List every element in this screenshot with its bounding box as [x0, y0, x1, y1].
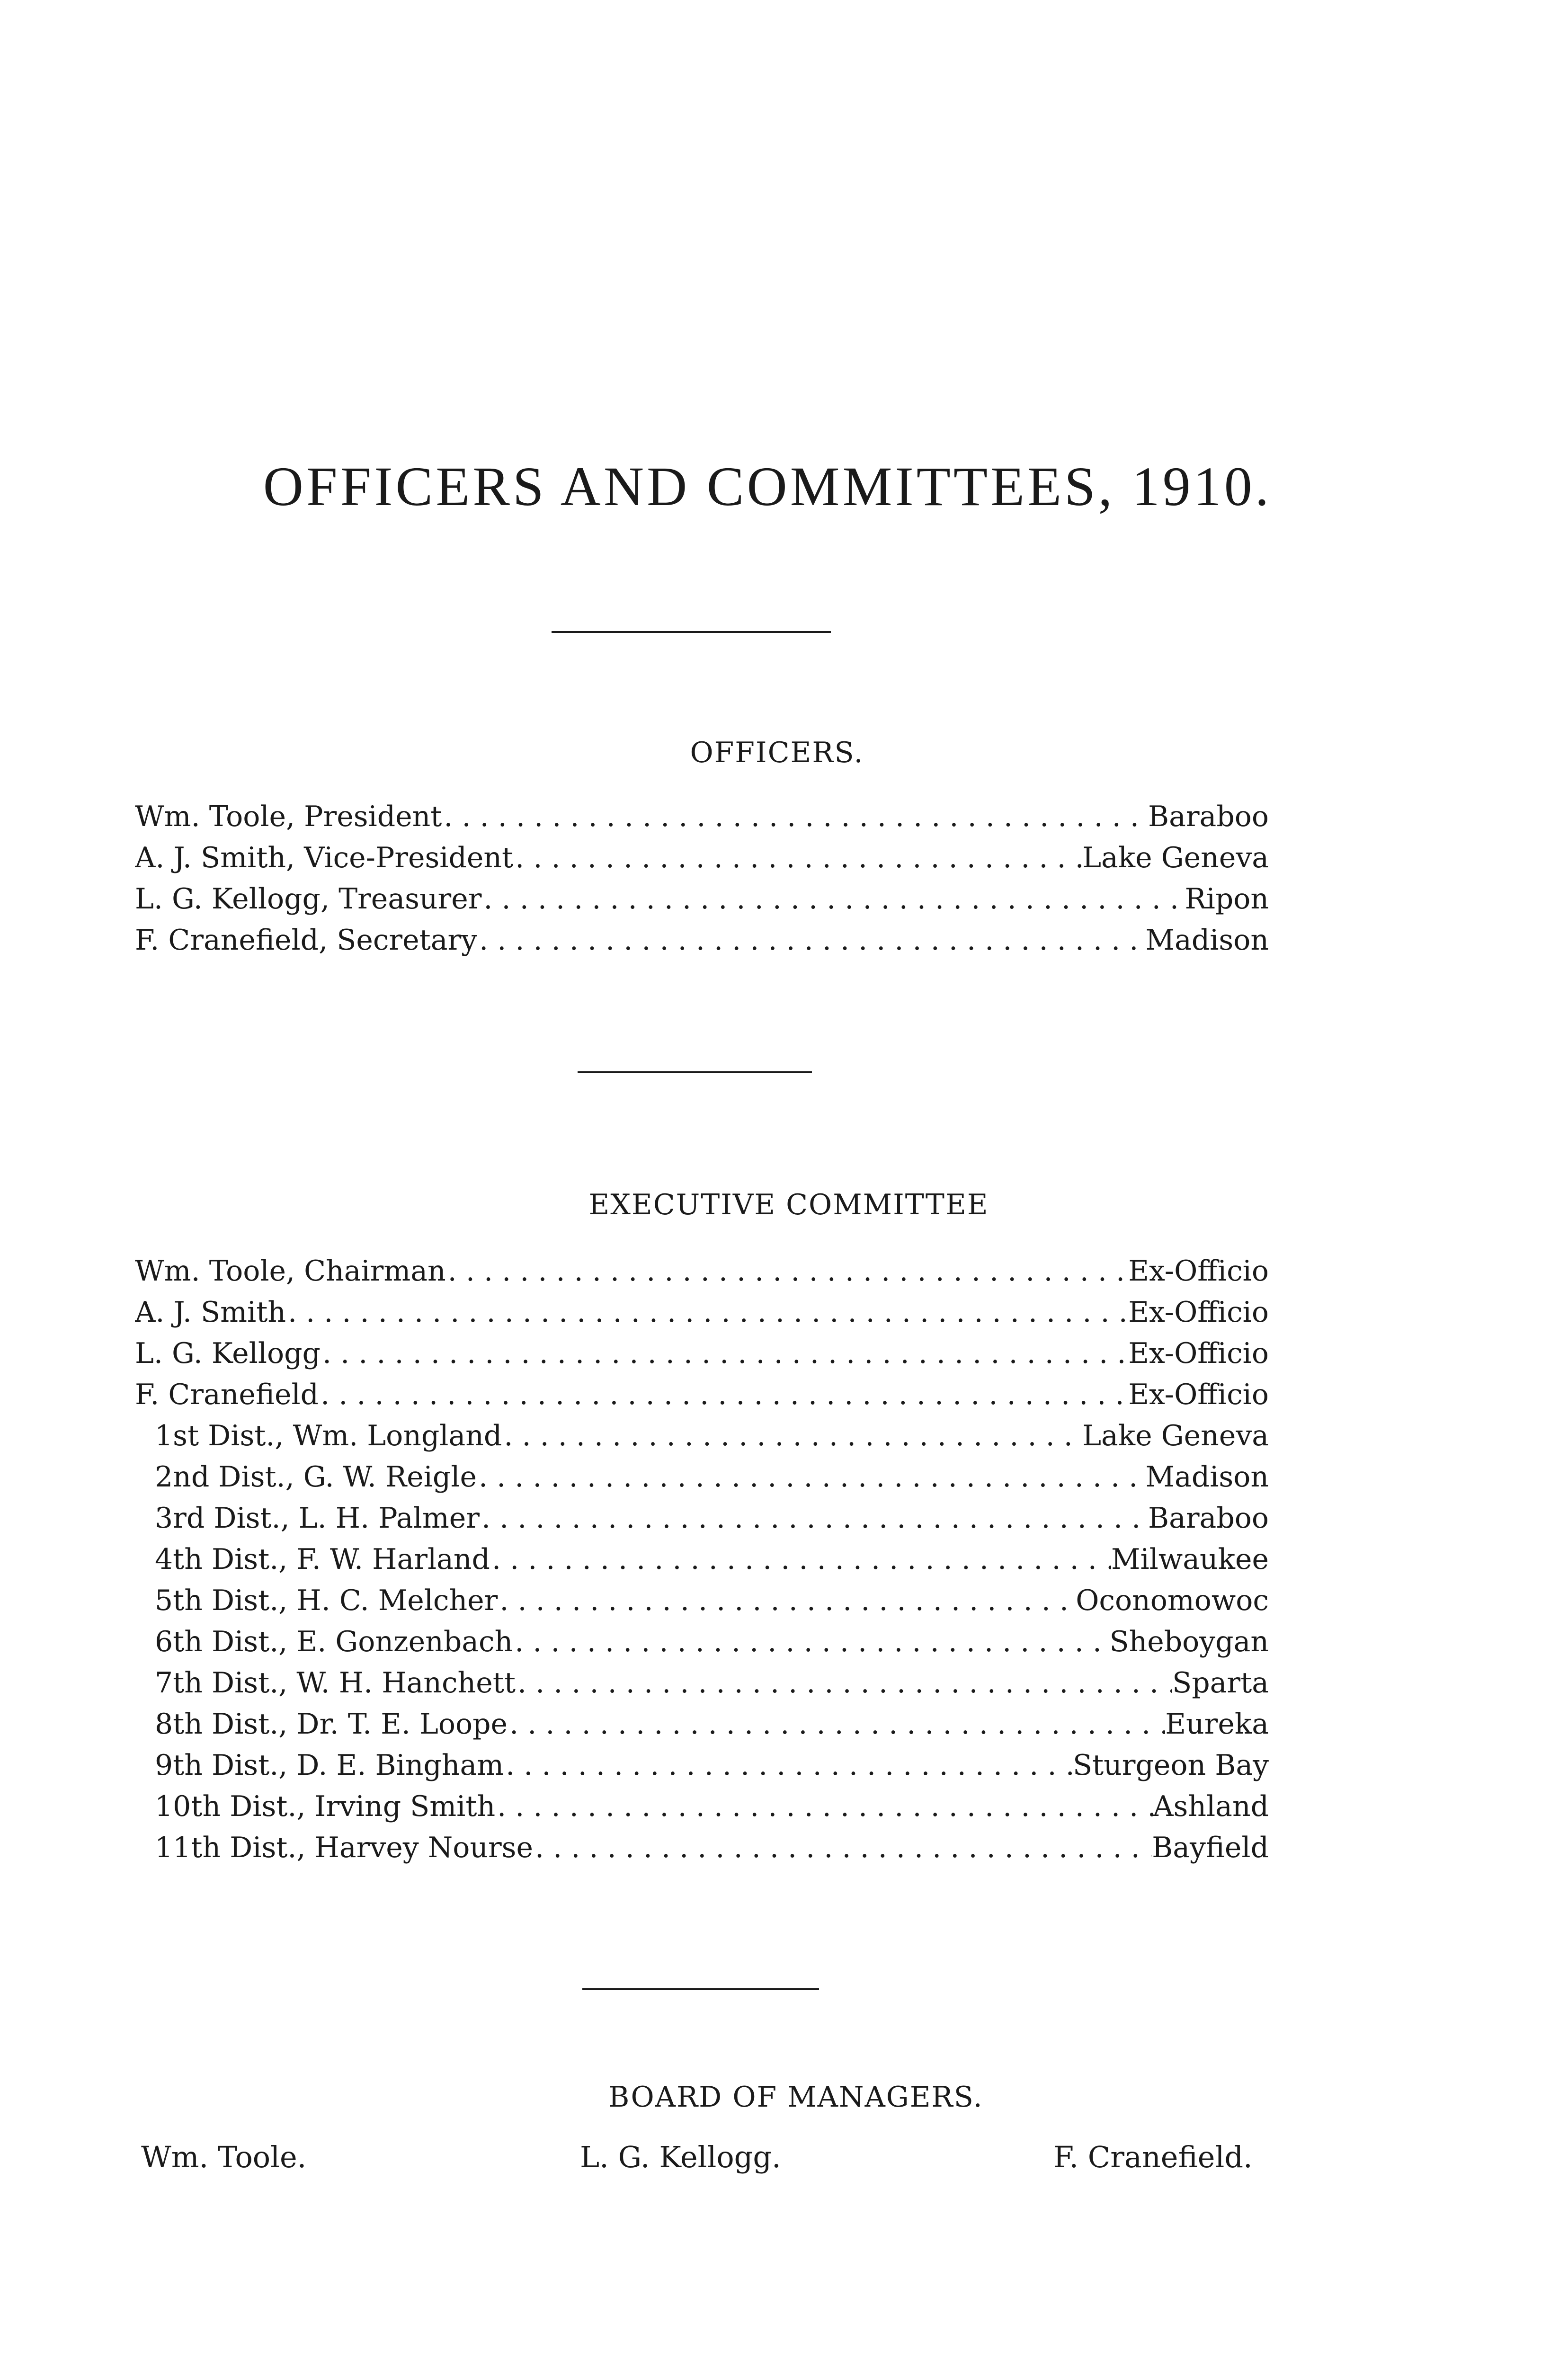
committee-member-place: Madison — [1145, 1460, 1269, 1494]
committee-row — [135, 1831, 1269, 1872]
committee-member-name: 5th Dist., H. C. Melcher — [155, 1584, 498, 1617]
committee-member-place: Milwaukee — [1111, 1543, 1269, 1576]
committee-row — [135, 1790, 1269, 1831]
dot-leader — [508, 1708, 1165, 1741]
officer-row — [135, 800, 1269, 841]
officer-row — [135, 882, 1269, 924]
page-title: OFFICERS AND COMMITTEES, 1910. — [263, 455, 1272, 517]
officer-name: L. G. Kellogg, Treasurer — [135, 882, 482, 916]
officer-place: Ripon — [1185, 882, 1269, 916]
committee-member-place: Sheboygan — [1109, 1625, 1269, 1658]
committee-row — [135, 1708, 1269, 1749]
committee-member-place: Ex-Officio — [1128, 1337, 1269, 1370]
dot-leader — [498, 1584, 1076, 1617]
officers-heading: OFFICERS. — [690, 736, 864, 769]
board-member: Wm. Toole. — [141, 2140, 307, 2174]
officers-list — [135, 800, 1269, 965]
committee-member-name: Wm. Toole, Chairman — [135, 1255, 446, 1288]
dot-leader — [481, 882, 1185, 916]
committee-row — [135, 1666, 1269, 1708]
board-member: L. G. Kellogg. — [580, 2140, 781, 2174]
committee-member-name: 7th Dist., W. H. Hanchett — [155, 1666, 516, 1700]
dot-leader — [504, 1749, 1073, 1782]
committee-row — [135, 1543, 1269, 1584]
board-of-managers-heading: BOARD OF MANAGERS. — [608, 2081, 983, 2114]
committee-member-place: Eureka — [1165, 1708, 1269, 1741]
committee-member-name: 4th Dist., F. W. Harland — [155, 1543, 490, 1576]
dot-leader — [513, 1625, 1109, 1658]
dot-leader — [442, 800, 1148, 833]
committee-member-place: Bayfield — [1152, 1831, 1269, 1864]
officer-place: Madison — [1145, 924, 1269, 957]
committee-row — [135, 1296, 1269, 1337]
dot-leader — [477, 924, 1146, 957]
dot-leader — [319, 1378, 1128, 1411]
committee-row — [135, 1255, 1269, 1296]
dot-leader — [446, 1255, 1129, 1288]
section-divider — [578, 1071, 812, 1073]
committee-member-name: 2nd Dist., G. W. Reigle — [155, 1460, 477, 1494]
dot-leader — [533, 1831, 1152, 1864]
dot-leader — [495, 1790, 1153, 1823]
officer-name: Wm. Toole, President — [135, 800, 442, 833]
committee-member-name: 1st Dist., Wm. Longland — [155, 1419, 502, 1452]
board-of-managers-members — [0, 2140, 1568, 2187]
dot-leader — [513, 841, 1082, 874]
executive-committee-heading: EXECUTIVE COMMITTEE — [588, 1188, 989, 1221]
committee-row — [135, 1460, 1269, 1502]
dot-leader — [286, 1296, 1128, 1329]
committee-member-place: Lake Geneva — [1082, 1419, 1269, 1452]
committee-member-name: 9th Dist., D. E. Bingham — [155, 1749, 504, 1782]
committee-member-name: 3rd Dist., L. H. Palmer — [155, 1502, 480, 1535]
committee-row — [135, 1749, 1269, 1790]
officer-row — [135, 841, 1269, 882]
dot-leader — [477, 1460, 1146, 1494]
board-member: F. Cranefield. — [1053, 2140, 1253, 2174]
dot-leader — [321, 1337, 1128, 1370]
committee-member-name: 11th Dist., Harvey Nourse — [155, 1831, 533, 1864]
dot-leader — [490, 1543, 1111, 1576]
committee-row — [135, 1502, 1269, 1543]
committee-member-name: 8th Dist., Dr. T. E. Loope — [155, 1708, 508, 1741]
section-divider — [582, 1988, 819, 1990]
section-divider — [552, 631, 831, 633]
executive-committee-list — [135, 1255, 1269, 1872]
committee-member-place: Ex-Officio — [1128, 1255, 1269, 1288]
committee-row — [135, 1625, 1269, 1666]
committee-member-name: 10th Dist., Irving Smith — [155, 1790, 496, 1823]
committee-member-place: Baraboo — [1148, 1502, 1269, 1535]
dot-leader — [502, 1419, 1082, 1452]
committee-row — [135, 1337, 1269, 1378]
dot-leader — [516, 1666, 1172, 1700]
committee-member-place: Oconomowoc — [1076, 1584, 1269, 1617]
officer-row — [135, 924, 1269, 965]
committee-member-name: L. G. Kellogg — [135, 1337, 321, 1370]
committee-member-name: 6th Dist., E. Gonzenbach — [155, 1625, 513, 1658]
committee-member-place: Ashland — [1153, 1790, 1269, 1823]
committee-member-place: Ex-Officio — [1128, 1296, 1269, 1329]
officer-place: Lake Geneva — [1082, 841, 1269, 874]
committee-member-place: Sparta — [1172, 1666, 1269, 1700]
committee-row — [135, 1419, 1269, 1460]
committee-row — [135, 1584, 1269, 1625]
officer-name: F. Cranefield, Secretary — [135, 924, 478, 957]
committee-member-place: Sturgeon Bay — [1072, 1749, 1269, 1782]
committee-member-name: A. J. Smith — [135, 1296, 286, 1329]
officer-place: Baraboo — [1148, 800, 1269, 833]
committee-member-name: F. Cranefield — [135, 1378, 319, 1411]
officer-name: A. J. Smith, Vice-President — [135, 841, 514, 874]
committee-member-place: Ex-Officio — [1128, 1378, 1269, 1411]
committee-row — [135, 1378, 1269, 1419]
dot-leader — [480, 1502, 1148, 1535]
